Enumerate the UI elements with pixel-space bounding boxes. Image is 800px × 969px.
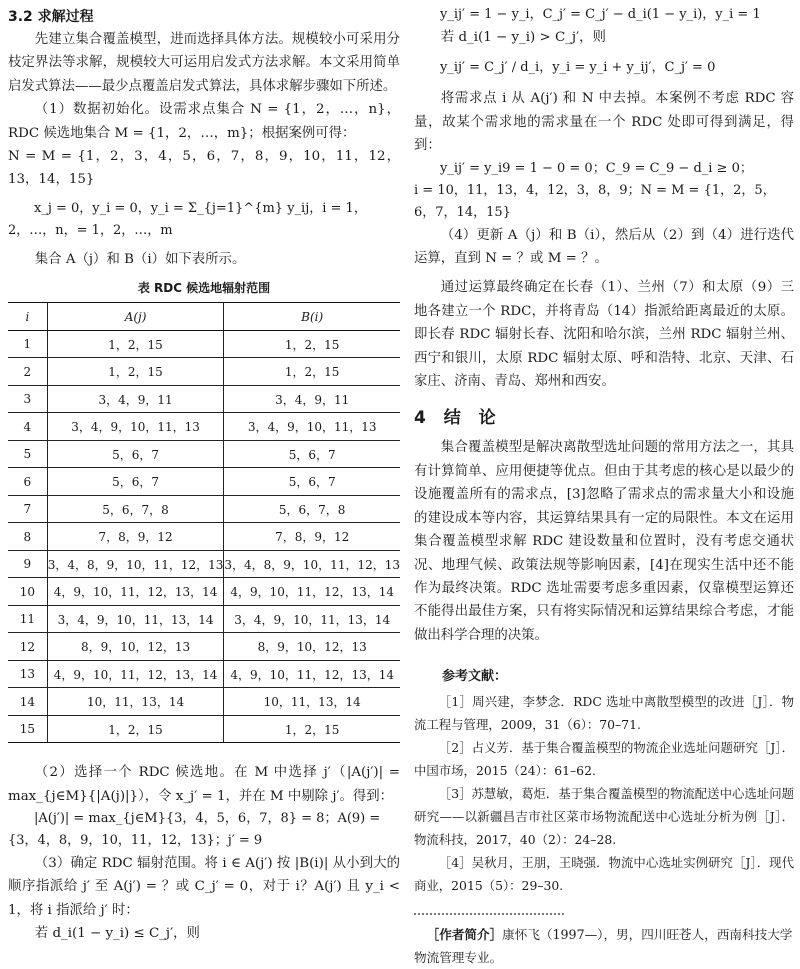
conclusion-paragraph: 集合覆盖模型是解决离散型选址问题的常用方法之一，其具有计算简单、应用便捷等优点。但由于其考虑的核心是以最少的设施覆盖所有的需求点，[3]忽略了需求点的需求量大小和设施的建设成本等内容，其运算结果具有一定的局限性。本文在运用集合覆盖模型求解 RDC 建设数量和位置时，没有考虑交通状况、地理气候、政策法规等影响因素，[4]在现实生活中还不能作为最终决策。RDC 选址需要考虑多重因素，仅靠模型运算还不能得出最佳方案，只有将实际情况和运算结果综合考虑，才能做出科学合理的决策。 — [414, 440, 794, 643]
step3-paragraph: （3）确定 RDC 辐射范围。将 i ∈ A(j′) 按 |B(i)| 从小到大的顺序指派给 j′ 至 A(j′) = ？或 C_j′ = 0，对于 i？A(j′) 且 y_i < 1，将 i 指派给 j′ 时： — [8, 856, 400, 918]
cell-aj: 1，2，15 — [47, 715, 224, 743]
cell-aj: 3，4，9，11 — [47, 385, 224, 413]
cell-bi: 3，4，9，10，11，13 — [224, 413, 400, 441]
cell-i: 2 — [8, 358, 47, 386]
table-row — [8, 688, 400, 716]
table-row — [8, 660, 400, 688]
reference-2: ［2］占义芳．基于集合覆盖模型的物流企业选址问题研究［J］．中国市场，2015（24）：61–62. — [414, 740, 794, 779]
cell-aj: 4，9，10，11，12，13，14 — [47, 578, 224, 606]
cell-bi: 4，9，10，11，12，13，14 — [224, 578, 400, 606]
cell-i: 11 — [8, 605, 47, 633]
cell-aj: 3，4，9，10，11，13，14 — [47, 605, 224, 633]
cell-aj: 1，2，15 — [47, 358, 224, 386]
table-row — [8, 495, 400, 523]
table-row — [8, 413, 400, 441]
cell-bi: 5，6，7，8 — [224, 495, 400, 523]
cell-i: 6 — [8, 468, 47, 496]
cell-aj: 8，9，10，12，13 — [47, 633, 224, 661]
table-row — [8, 633, 400, 661]
cell-bi: 7，8，9，12 — [224, 523, 400, 551]
cell-aj: 5，6，7 — [47, 440, 224, 468]
cell-bi: 1，2，15 — [224, 330, 400, 358]
table-row — [8, 385, 400, 413]
table-row — [8, 523, 400, 551]
table-row — [8, 330, 400, 358]
table-row — [8, 358, 400, 386]
cell-i: 13 — [8, 660, 47, 688]
cell-i: 1 — [8, 330, 47, 358]
assign-condition-2: 若 d_i(1 − y_i) > C_j′，则 — [440, 30, 606, 45]
cell-aj: 4，9，10，11，12，13，14 — [47, 660, 224, 688]
left-column — [8, 0, 400, 946]
header-bi: B(i) — [224, 303, 400, 331]
cell-i: 3 — [8, 385, 47, 413]
cell-i: 10 — [8, 578, 47, 606]
cell-i: 9 — [8, 550, 47, 578]
header-i: i — [8, 303, 47, 331]
right-column — [414, 0, 794, 969]
intro-paragraph: 先建立集合覆盖模型，进而选择具体方法。规模较小可采用分枝定界法等求解，规模较大可运用启发式方法求解。本文采用简单启发式算法——最少点覆盖启发式算法，具体求解步骤如下所述。 — [8, 32, 400, 94]
cell-aj: 10，11，13，14 — [47, 688, 224, 716]
cell-bi: 5，6，7 — [224, 468, 400, 496]
result-formula-2: i = 10，11，13，4，12，3，8，9；N = M = {1，2，5，6，7，14，15} — [414, 182, 776, 220]
step1-paragraph: （1）数据初始化。设需求点集合 N = {1，2，…，n}，RDC 候选地集合 M = {1，2，…，m}；根据案例可得： — [8, 102, 400, 141]
references-title: 参考文献： — [442, 669, 508, 685]
step1-formula: x_j = 0，y_i = 0，y_i = Σ_{j=1}^{m} y_ij，i = 1，2，…，n，= 1，2，…，m — [8, 200, 367, 238]
cell-bi: 3，4，9，10，11，13，14 — [224, 605, 400, 633]
table-body — [8, 330, 400, 743]
cell-aj: 3，4，9，10，11，13 — [47, 413, 224, 441]
table-caption: 表 RDC 候选地辐射范围 — [137, 281, 271, 296]
cell-i: 7 — [8, 495, 47, 523]
table-row — [8, 440, 400, 468]
step1-sets: N = M = {1，2，3，4，5，6，7，8，9，10，11，12，13，14，15} — [8, 149, 400, 188]
cell-bi: 4，9，10，11，12，13，14 — [224, 660, 400, 688]
cell-i: 15 — [8, 715, 47, 743]
cell-bi: 3，4，8，9，10，11，12，13 — [224, 550, 400, 578]
step2-formula: |A(j′)| = max_{j∈M}{3，4，5，6，7，8} = 8；A(9) = {3，4，8，9，10，11，12，13}；j′ = 9 — [8, 811, 381, 849]
reference-3: ［3］苏慧敏，葛炬．基于集合覆盖模型的物流配送中心选址问题研究——以新疆昌吉市社区菜市场物流配送中心选址分析为例［J］．物流科技，2017，40（2）：24–28. — [414, 786, 794, 848]
assign-formula-1: y_ij′ = 1 − y_i，C_j′ = C_j′ − d_i(1 − y_i)，y_i = 1 — [440, 7, 761, 22]
table-row — [8, 715, 400, 743]
cell-i: 8 — [8, 523, 47, 551]
cell-bi: 5，6，7 — [224, 440, 400, 468]
table-row — [8, 550, 400, 578]
step3-condition: 若 d_i(1 − y_i) ≤ C_j′，则 — [34, 926, 200, 942]
cell-i: 12 — [8, 633, 47, 661]
table-row — [8, 468, 400, 496]
cell-bi: 1，2，15 — [224, 358, 400, 386]
table-intro: 集合 A（j）和 B（i）如下表所示。 — [34, 251, 246, 267]
cell-i: 14 — [8, 688, 47, 716]
cell-bi: 8，9，10，12，13 — [224, 633, 400, 661]
cell-aj: 3，4，8，9，10，11，12，13 — [47, 550, 224, 578]
author-label: ［作者简介］ — [426, 927, 503, 943]
header-aj: A(j) — [47, 303, 224, 331]
cell-bi: 1，2，15 — [224, 715, 400, 743]
cell-aj: 5，6，7 — [47, 468, 224, 496]
cell-bi: 3，4，9，11 — [224, 385, 400, 413]
step4-paragraph: （4）更新 A（j）和 B（i），然后从（2）到（4）进行迭代运算，直到 N = ？或 M = ？。 — [414, 227, 794, 267]
rdc-table — [8, 302, 400, 743]
cell-i: 4 — [8, 413, 47, 441]
cell-aj: 7，8，9，12 — [47, 523, 224, 551]
reference-1: ［1］周兴建，李梦念．RDC 选址中离散型模型的改进［J］．物流工程与管理，2009，31（6）：70–71. — [414, 694, 794, 733]
divider — [414, 903, 564, 915]
table-header-row — [8, 303, 400, 331]
assign-formula-2: y_ij′ = C_j′ / d_i，y_i = y_i + y_ij′，C_j′ = 0 — [440, 60, 716, 76]
result-paragraph: 通过运算最终确定在长春（1）、兰州（7）和太原（9）三地各建立一个 RDC，并将青岛（14）指派给距离最近的太原。即长春 RDC 辐射长春、沈阳和哈尔滨，兰州 RDC 辐射兰州、西宁和银川，太原 RDC 辐射太原、呼和浩特、北京、天津、石家庄、济南、青岛、郑州和西安。 — [414, 280, 794, 390]
cell-i: 5 — [8, 440, 47, 468]
reference-4: ［4］吴秋月，王朋，王晓强．物流中心选址实例研究［J］．现代商业，2015（5）：29–30. — [414, 855, 794, 894]
table-row — [8, 578, 400, 606]
table-row — [8, 605, 400, 633]
result-formula-1: y_ij′ = y_i9 = 1 − 0 = 0；C_9 = C_9 − d_i ≥ 0； — [440, 160, 753, 176]
cell-aj: 1，2，15 — [47, 330, 224, 358]
author-bio — [414, 923, 794, 969]
cell-aj: 5，6，7，8 — [47, 495, 224, 523]
conclusion-title: 4 结 论 — [414, 408, 502, 429]
section-title: 3.2 求解过程 — [8, 9, 94, 25]
author-text: 康怀飞（1997—），男，四川旺苍人，西南科技大学物流管理专业。 — [414, 927, 793, 966]
cell-bi: 10，11，13，14 — [224, 688, 400, 716]
remove-paragraph: 将需求点 i 从 A(j′) 和 N 中去掉。本案例不考虑 RDC 容量，故某个需求地的需求量在一个 RDC 处即可得到满足，得到： — [414, 91, 794, 154]
step2-paragraph: （2）选择一个 RDC 候选地。在 M 中选择 j′（|A(j′)| = max_{j∈M}{|A(j)|}），令 x_j′ = 1，并在 M 中剔除 j′。得到： — [8, 765, 400, 804]
